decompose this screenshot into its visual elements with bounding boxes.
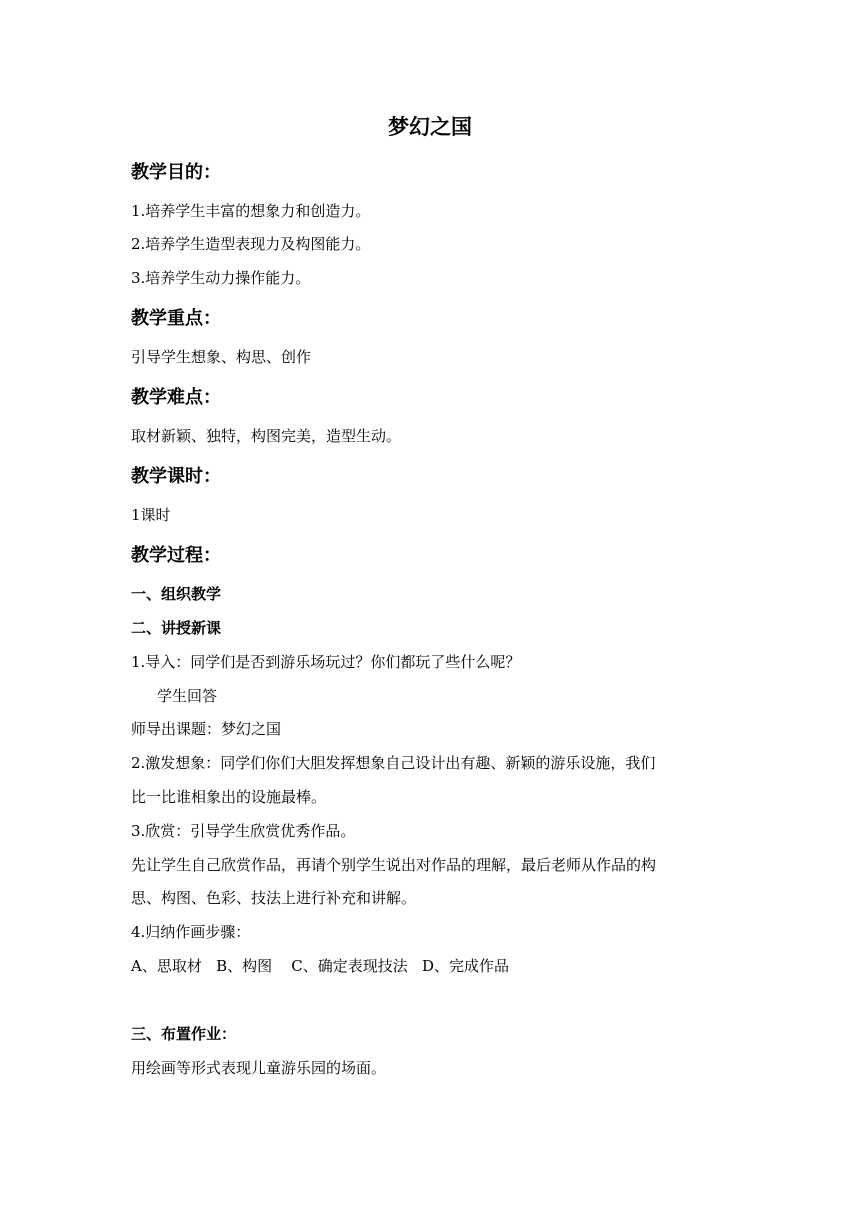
objective-item-3: 3.培养学生动力操作能力。 xyxy=(131,269,311,287)
objective-item-1: 1.培养学生丰富的想象力和创造力。 xyxy=(131,202,371,220)
key-points-heading: 教学重点： xyxy=(131,308,221,329)
process-line-5: 比一比谁相象出的设施最棒。 xyxy=(131,788,327,806)
process-line-8: 思、构图、色彩、技法上进行补充和讲解。 xyxy=(131,889,417,907)
hours-text: 1课时 xyxy=(131,506,171,524)
section-new-lesson: 二、讲授新课 xyxy=(131,619,222,637)
objective-heading: 教学目的： xyxy=(131,162,221,183)
process-line-1: 1.导入：同学们是否到游乐场玩过？你们都玩了些什么呢？ xyxy=(131,653,521,671)
process-line-10: A、思取材 B、构图 C、确定表现技法 D、完成作品 xyxy=(131,957,510,975)
process-line-6: 3.欣赏：引导学生欣赏优秀作品。 xyxy=(131,822,356,840)
hours-heading: 教学课时： xyxy=(131,466,221,487)
process-line-4: 2.激发想象：同学们你们大胆发挥想象自己设计出有趣、新颖的游乐设施，我们 xyxy=(131,754,656,772)
section-organize: 一、组织教学 xyxy=(131,585,222,603)
difficulties-text: 取材新颖、独特，构图完美，造型生动。 xyxy=(131,427,402,445)
key-points-text: 引导学生想象、构思、创作 xyxy=(131,348,312,366)
process-line-9: 4.归纳作画步骤： xyxy=(131,923,251,941)
process-line-2: 学生回答 xyxy=(157,687,218,705)
process-line-7: 先让学生自己欣赏作品，再请个别学生说出对作品的理解，最后老师从作品的构 xyxy=(131,856,657,874)
homework-text: 用绘画等形式表现儿童游乐园的场面。 xyxy=(131,1059,387,1077)
document-title: 梦幻之国 xyxy=(388,115,472,139)
process-heading: 教学过程： xyxy=(131,545,221,566)
difficulties-heading: 教学难点： xyxy=(131,387,221,408)
objective-item-2: 2.培养学生造型表现力及构图能力。 xyxy=(131,235,371,253)
process-line-3: 师导出课题：梦幻之国 xyxy=(131,720,282,738)
section-homework: 三、布置作业： xyxy=(131,1025,237,1043)
